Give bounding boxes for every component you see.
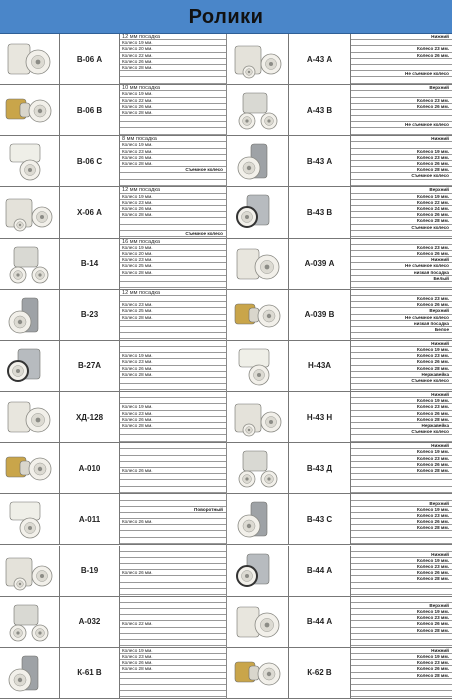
spec-line: Колесо 23 мм. bbox=[120, 257, 226, 263]
roller-photo-icon bbox=[233, 347, 285, 387]
product-row bbox=[0, 341, 226, 392]
spec-list bbox=[120, 648, 226, 698]
spec-line: Колесо 20 мм. bbox=[120, 46, 226, 52]
spec-line bbox=[120, 128, 226, 134]
spec-line: Колесо 19 мм. bbox=[351, 149, 452, 155]
spec-line: Колесо 19 мм. bbox=[351, 654, 452, 660]
roller-photo-icon bbox=[4, 245, 56, 285]
product-code: В-23 bbox=[60, 290, 120, 340]
roller-photo-icon bbox=[233, 603, 285, 643]
product-row bbox=[0, 187, 226, 238]
product-row bbox=[227, 290, 452, 341]
spec-line bbox=[351, 180, 452, 186]
product-image bbox=[227, 597, 289, 647]
roller-photo-icon bbox=[233, 398, 285, 438]
spec-line: Не съемное колесо bbox=[351, 315, 452, 321]
spec-list bbox=[120, 597, 226, 647]
spec-line: Колесо 28 мм. bbox=[120, 212, 226, 218]
spec-line: Колесо 23 мм. bbox=[351, 245, 452, 251]
spec-line bbox=[120, 538, 226, 544]
spec-line bbox=[351, 77, 452, 83]
spec-line: Съемное колесо bbox=[351, 173, 452, 179]
product-image bbox=[227, 239, 289, 289]
spec-line: Колесо 19 мм. bbox=[120, 404, 226, 410]
spec-line: Съемное колесо bbox=[351, 429, 452, 435]
left-catalog-column bbox=[0, 34, 226, 699]
spec-line: Колесо 19 мм. bbox=[120, 142, 226, 148]
spec-line: Колесо 23 мм. bbox=[120, 654, 226, 660]
spec-line: Колесо 26 мм. bbox=[120, 417, 226, 423]
spec-line bbox=[120, 691, 226, 697]
spec-line: Колесо 26 мм. bbox=[120, 155, 226, 161]
spec-list bbox=[351, 648, 452, 698]
spec-line: Колесо 26 мм. bbox=[351, 302, 452, 308]
spec-line: Колесо 19 мм. bbox=[120, 91, 226, 97]
product-image bbox=[227, 136, 289, 186]
roller-photo-icon bbox=[4, 193, 56, 233]
spec-line: Колесо 19 мм. bbox=[351, 194, 452, 200]
spec-line: Колесо 26 мм. bbox=[120, 59, 226, 65]
spec-line: Колесо 23 мм. bbox=[351, 46, 452, 52]
spec-list bbox=[120, 187, 226, 237]
spec-line bbox=[351, 691, 452, 697]
product-code: А-010 bbox=[60, 443, 120, 493]
spec-line: Колесо 23 мм. bbox=[351, 615, 452, 621]
product-code: В-06 А bbox=[60, 34, 120, 84]
spec-line: Колесо 19 мм. bbox=[120, 353, 226, 359]
spec-line: Колесо 26 мм. bbox=[351, 251, 452, 257]
product-code: В-43 С bbox=[289, 494, 351, 544]
roller-photo-icon bbox=[233, 193, 285, 233]
spec-line: Съемное колесо bbox=[351, 225, 452, 231]
roller-photo-icon bbox=[233, 40, 285, 80]
spec-line bbox=[120, 180, 226, 186]
product-image bbox=[227, 443, 289, 493]
spec-line: Верхний bbox=[351, 501, 452, 507]
product-image bbox=[227, 34, 289, 84]
spec-line: Колесо 26 мм. bbox=[120, 468, 226, 474]
spec-line: Колесо 26 мм. bbox=[120, 104, 226, 110]
spec-line: Колесо 26 мм. bbox=[120, 206, 226, 212]
roller-photo-icon bbox=[233, 91, 285, 131]
spec-line: Верхний bbox=[351, 187, 452, 193]
spec-line bbox=[120, 487, 226, 493]
spec-line: Колесо 25 мм. bbox=[120, 308, 226, 314]
product-code: В-06 С bbox=[60, 136, 120, 186]
spec-line: Колесо 23 мм. bbox=[351, 404, 452, 410]
spec-line: Колесо 26 мм. bbox=[351, 621, 452, 627]
roller-photo-icon bbox=[233, 142, 285, 182]
spec-list bbox=[351, 443, 452, 493]
product-image bbox=[227, 341, 289, 391]
spec-line: Не съемное колесо bbox=[351, 122, 452, 128]
spec-line: Колесо 28 мм. bbox=[120, 423, 226, 429]
product-row bbox=[0, 597, 226, 648]
product-row bbox=[227, 341, 452, 392]
product-image bbox=[227, 494, 289, 544]
spec-line: Нижний bbox=[351, 136, 452, 142]
spec-line: Колесо 26 мм. bbox=[120, 570, 226, 576]
spec-list bbox=[120, 392, 226, 442]
product-code: А-43 В bbox=[289, 85, 351, 135]
spec-line: Белое bbox=[351, 327, 452, 333]
spec-line bbox=[120, 640, 226, 646]
spec-line: Колесо 26 мм. bbox=[351, 53, 452, 59]
spec-line: низкая посадка bbox=[351, 270, 452, 276]
spec-line: низкая посадка bbox=[351, 321, 452, 327]
product-row bbox=[227, 546, 452, 597]
spec-line: Колесо 23 мм. bbox=[351, 296, 452, 302]
spec-line bbox=[351, 435, 452, 441]
spec-list bbox=[351, 392, 452, 442]
spec-line: Верхний bbox=[351, 603, 452, 609]
product-row bbox=[227, 136, 452, 187]
product-image bbox=[0, 392, 60, 442]
spec-line bbox=[120, 77, 226, 83]
spec-line: Колесо 23 мм. bbox=[351, 98, 452, 104]
roller-photo-icon bbox=[4, 398, 56, 438]
spec-line: Колесо 28 мм. bbox=[351, 417, 452, 423]
product-image bbox=[0, 597, 60, 647]
spec-list bbox=[120, 546, 226, 596]
spec-line bbox=[351, 333, 452, 339]
spec-line bbox=[351, 282, 452, 288]
roller-photo-icon bbox=[233, 552, 285, 592]
spec-line: Нижний bbox=[351, 257, 452, 263]
spec-line bbox=[120, 333, 226, 339]
product-row bbox=[227, 443, 452, 494]
product-image bbox=[0, 648, 60, 698]
spec-line: Колесо 23 мм. bbox=[120, 149, 226, 155]
spec-line: Нижний bbox=[351, 341, 452, 347]
spec-line bbox=[351, 128, 452, 134]
spec-line: Колесо 23 мм. bbox=[120, 359, 226, 365]
spec-line: Колесо 19 мм. bbox=[351, 347, 452, 353]
spec-line: Нержавейка bbox=[351, 423, 452, 429]
product-row bbox=[227, 85, 452, 136]
product-code: А-039 В bbox=[289, 290, 351, 340]
product-code: К-62 В bbox=[289, 648, 351, 698]
product-code: Н-43 Н bbox=[289, 392, 351, 442]
right-catalog-column bbox=[226, 34, 452, 699]
product-row bbox=[0, 392, 226, 443]
product-image bbox=[227, 290, 289, 340]
product-code: А-039 А bbox=[289, 239, 351, 289]
roller-photo-icon bbox=[4, 603, 56, 643]
product-code: А-43 А bbox=[289, 34, 351, 84]
spec-list bbox=[351, 597, 452, 647]
spec-line: Колесо 19 мм. bbox=[120, 648, 226, 654]
spec-line: Колесо 26 мм. bbox=[351, 411, 452, 417]
spec-line: Колесо 19 мм. bbox=[120, 194, 226, 200]
spec-line: Колесо 26 мм. bbox=[351, 519, 452, 525]
spec-line: Колесо 23 мм. bbox=[351, 564, 452, 570]
spec-line: Колесо 26 мм. bbox=[351, 570, 452, 576]
product-code: Н-43А bbox=[289, 341, 351, 391]
product-row bbox=[227, 187, 452, 238]
product-code: К-61 В bbox=[60, 648, 120, 698]
roller-photo-icon bbox=[233, 654, 285, 694]
spec-line: Съемное колесо bbox=[120, 231, 226, 237]
roller-photo-icon bbox=[233, 296, 285, 336]
spec-line bbox=[351, 487, 452, 493]
product-image bbox=[0, 34, 60, 84]
roller-photo-icon bbox=[4, 449, 56, 489]
spec-line: Колесо 23 мм. bbox=[351, 513, 452, 519]
product-code: Х-06 А bbox=[60, 187, 120, 237]
spec-list bbox=[351, 290, 452, 340]
spec-line: Нижний bbox=[351, 34, 452, 40]
product-code: А-011 bbox=[60, 494, 120, 544]
spec-line bbox=[120, 435, 226, 441]
spec-line: Колесо 19 мм. bbox=[351, 558, 452, 564]
spec-line: Нижний bbox=[351, 443, 452, 449]
product-image bbox=[0, 290, 60, 340]
spec-list bbox=[351, 546, 452, 596]
product-image bbox=[0, 136, 60, 186]
spec-list bbox=[120, 85, 226, 135]
product-image bbox=[227, 546, 289, 596]
product-row bbox=[0, 34, 226, 85]
spec-line bbox=[351, 538, 452, 544]
page-title: Ролики bbox=[0, 0, 452, 34]
spec-line: Колесо 28 мм. bbox=[120, 270, 226, 276]
product-row bbox=[0, 648, 226, 699]
spec-line: Колесо 26 мм. bbox=[120, 660, 226, 666]
product-row bbox=[0, 290, 226, 341]
product-row bbox=[0, 85, 226, 136]
product-code: В-43 А bbox=[289, 136, 351, 186]
spec-list bbox=[120, 34, 226, 84]
roller-photo-icon bbox=[4, 91, 56, 131]
roller-photo-icon bbox=[4, 40, 56, 80]
spec-line: 16 мм посадка bbox=[120, 239, 226, 245]
spec-line: 12 мм посадка bbox=[120, 290, 226, 296]
spec-line: Колесо 23 мм. bbox=[120, 302, 226, 308]
spec-line: 10 мм посадка bbox=[120, 85, 226, 91]
product-image bbox=[0, 443, 60, 493]
product-code: В-44 А bbox=[289, 597, 351, 647]
product-code: В-43 Д bbox=[289, 443, 351, 493]
product-image bbox=[227, 648, 289, 698]
product-image bbox=[0, 494, 60, 544]
spec-line: Не съемное колесо bbox=[351, 71, 452, 77]
spec-line: Колесо 28 мм. bbox=[120, 372, 226, 378]
roller-photo-icon bbox=[233, 449, 285, 489]
spec-line: Колесо 28 мм. bbox=[120, 110, 226, 116]
spec-line: Колесо 19 мм. bbox=[351, 507, 452, 513]
spec-line: Колесо 23 мм. bbox=[351, 353, 452, 359]
product-row bbox=[0, 136, 226, 187]
roller-photo-icon bbox=[233, 500, 285, 540]
spec-line: Колесо 19 мм. bbox=[351, 609, 452, 615]
spec-line: Нержавейка bbox=[351, 372, 452, 378]
spec-line: Колесо 28 мм. bbox=[351, 167, 452, 173]
product-row bbox=[0, 494, 226, 545]
product-image bbox=[0, 85, 60, 135]
spec-line: Колесо 22 мм. bbox=[120, 98, 226, 104]
roller-photo-icon bbox=[4, 347, 56, 387]
product-image bbox=[0, 187, 60, 237]
spec-list bbox=[120, 341, 226, 391]
spec-line: Колесо 26 мм. bbox=[351, 462, 452, 468]
spec-line: Колесо 20 мм. bbox=[120, 251, 226, 257]
product-code: А-032 bbox=[60, 597, 120, 647]
spec-line: Колесо 28 мм. bbox=[351, 673, 452, 679]
spec-line: Колесо 26 мм. bbox=[120, 366, 226, 372]
product-row bbox=[227, 648, 452, 699]
spec-line: Колесо 22 мм. bbox=[351, 200, 452, 206]
spec-line bbox=[120, 384, 226, 390]
spec-list bbox=[351, 136, 452, 186]
spec-line: Колесо 28 мм. bbox=[351, 366, 452, 372]
product-row bbox=[227, 34, 452, 85]
spec-line: Колесо 19 мм. bbox=[351, 449, 452, 455]
spec-line: 12 мм посадка bbox=[120, 34, 226, 40]
roller-photo-icon bbox=[4, 500, 56, 540]
spec-list bbox=[120, 290, 226, 340]
spec-line: Колесо 23 мм. bbox=[120, 200, 226, 206]
product-code: В-19 bbox=[60, 546, 120, 596]
spec-line: Колесо 28 мм. bbox=[120, 666, 226, 672]
spec-list bbox=[120, 443, 226, 493]
product-image bbox=[0, 341, 60, 391]
product-code: В-44 А bbox=[289, 546, 351, 596]
spec-line: Нижний bbox=[351, 552, 452, 558]
spec-line bbox=[351, 384, 452, 390]
spec-line: Колесо 28 мм. bbox=[351, 525, 452, 531]
product-image bbox=[0, 239, 60, 289]
spec-line: 8 мм посадка bbox=[120, 136, 226, 142]
product-row bbox=[0, 443, 226, 494]
spec-line: Колесо 22 мм. bbox=[120, 53, 226, 59]
spec-line: Колесо 19 мм. bbox=[120, 245, 226, 251]
spec-line: Колесо 23 мм. bbox=[351, 660, 452, 666]
product-row bbox=[0, 239, 226, 290]
spec-list bbox=[351, 85, 452, 135]
spec-line: 12 мм посадка bbox=[120, 187, 226, 193]
product-image bbox=[0, 546, 60, 596]
spec-list bbox=[351, 34, 452, 84]
product-code: ХД-128 bbox=[60, 392, 120, 442]
product-code: В-14 bbox=[60, 239, 120, 289]
spec-line: Колесо 28 мм. bbox=[120, 315, 226, 321]
spec-line: Не съемное колесо bbox=[351, 263, 452, 269]
spec-list bbox=[120, 494, 226, 544]
product-image bbox=[227, 392, 289, 442]
spec-line: Колесо 28 мм. bbox=[120, 65, 226, 71]
spec-line bbox=[351, 640, 452, 646]
roller-photo-icon bbox=[4, 654, 56, 694]
spec-line: Колесо 28 мм. bbox=[120, 161, 226, 167]
spec-line: Колесо 28 мм. bbox=[351, 628, 452, 634]
roller-photo-icon bbox=[4, 296, 56, 336]
spec-line: Поворотный bbox=[120, 507, 226, 513]
product-image bbox=[227, 187, 289, 237]
spec-line: Верхний bbox=[351, 85, 452, 91]
spec-line bbox=[120, 589, 226, 595]
spec-line: Колесо 19 мм. bbox=[351, 398, 452, 404]
roller-photo-icon bbox=[233, 245, 285, 285]
spec-line: Колесо 19 мм. bbox=[120, 40, 226, 46]
spec-line: Колесо 22 мм. bbox=[120, 621, 226, 627]
spec-line: Колесо 28 мм. bbox=[351, 576, 452, 582]
spec-list bbox=[120, 136, 226, 186]
product-row bbox=[227, 239, 452, 290]
spec-line: Колесо 26 мм. bbox=[351, 212, 452, 218]
product-row bbox=[227, 494, 452, 545]
product-code: В-43 В bbox=[289, 187, 351, 237]
product-row bbox=[0, 546, 226, 597]
spec-line: Белый bbox=[351, 276, 452, 282]
spec-list bbox=[351, 187, 452, 237]
spec-list bbox=[351, 494, 452, 544]
spec-line bbox=[351, 589, 452, 595]
product-image bbox=[227, 85, 289, 135]
roller-photo-icon bbox=[4, 142, 56, 182]
roller-photo-icon bbox=[4, 552, 56, 592]
spec-line: Колесо 26 мм. bbox=[120, 519, 226, 525]
spec-line: Колесо 23 мм. bbox=[351, 155, 452, 161]
product-code: В-06 В bbox=[60, 85, 120, 135]
product-code: В-27А bbox=[60, 341, 120, 391]
spec-line: Нижний bbox=[351, 648, 452, 654]
product-row bbox=[227, 392, 452, 443]
spec-line bbox=[351, 231, 452, 237]
spec-line: Нижний bbox=[351, 392, 452, 398]
spec-list bbox=[120, 239, 226, 289]
spec-line bbox=[120, 282, 226, 288]
spec-list bbox=[351, 341, 452, 391]
spec-line: Колесо 23 мм. bbox=[351, 456, 452, 462]
spec-line: Съемное колесо bbox=[120, 167, 226, 173]
spec-line: Колесо 28 мм. bbox=[351, 468, 452, 474]
spec-line: Колесо 26 мм. bbox=[351, 161, 452, 167]
product-row bbox=[227, 597, 452, 648]
spec-line: Колесо 24 мм. bbox=[351, 206, 452, 212]
spec-line: Колесо 28 мм. bbox=[351, 218, 452, 224]
spec-line: Колесо 26 мм. bbox=[351, 666, 452, 672]
spec-line: Колесо 26 мм. bbox=[351, 104, 452, 110]
spec-line: Колесо 26 мм. bbox=[351, 359, 452, 365]
spec-line: Съемное колесо bbox=[351, 378, 452, 384]
spec-line: Колесо 23 мм. bbox=[120, 411, 226, 417]
spec-list bbox=[351, 239, 452, 289]
spec-line: Верхний bbox=[351, 308, 452, 314]
spec-line: Колесо 25 мм. bbox=[120, 263, 226, 269]
